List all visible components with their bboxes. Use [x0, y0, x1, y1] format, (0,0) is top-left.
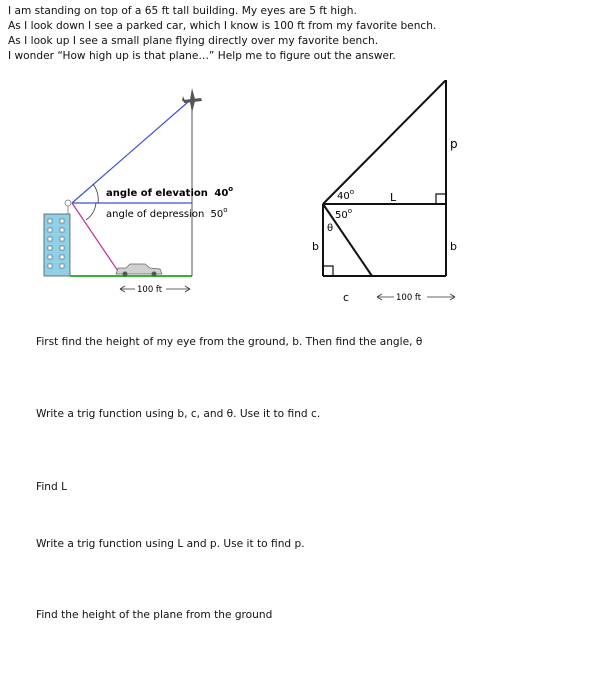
prompt-find-b-theta: First find the height of my eye from the ground, b. Then find the angle, θ — [36, 336, 423, 348]
b-right-label: b — [450, 240, 457, 253]
prompt-trig-c: Write a trig function using b, c, and θ. Use it to find c. — [36, 408, 321, 420]
distance-label: 100 ft — [137, 285, 163, 295]
intro-line: I am standing on top of a 65 ft tall building. My eyes are 5 ft high. — [8, 5, 357, 17]
p-label: p — [450, 137, 458, 151]
scenario-figure — [0, 80, 300, 310]
plane-icon — [182, 88, 202, 113]
person-icon — [65, 200, 71, 214]
distance-marker — [377, 293, 455, 303]
intro-line: As I look down I see a parked car, which I know is 100 ft from my favorite bench. — [8, 20, 437, 32]
intro-line: As I look up I see a small plane flying directly over my favorite bench. — [8, 35, 379, 47]
car-icon — [116, 264, 162, 277]
intro-line: I wonder “How high up is that plane…” Help me to figure out the answer. — [8, 50, 396, 62]
elevation-arc — [93, 184, 98, 203]
L-label: L — [390, 191, 397, 204]
angle-40-label: 40$^o$ — [337, 188, 355, 202]
prompt-plane-height: Find the height of the plane from the ground — [36, 609, 273, 621]
distance-label: 100 ft — [396, 293, 422, 303]
triangle-diagram — [300, 80, 480, 310]
problem-statement — [8, 4, 604, 64]
b-left-label: b — [312, 240, 319, 253]
theta-label: θ — [327, 223, 334, 234]
distance-marker — [120, 285, 190, 295]
elevation-label: angle of elevation 40$^o$ — [106, 185, 234, 199]
c-label: c — [343, 291, 350, 304]
building-icon — [44, 214, 70, 276]
depression-label: angle of depression 50$^o$ — [106, 206, 228, 220]
angle-50-label: 50$^o$ — [335, 207, 353, 221]
depression-arc — [86, 203, 96, 220]
prompt-find-L: Find L — [36, 481, 67, 493]
prompt-trig-p: Write a trig function using L and p. Use it to find p. — [36, 538, 305, 550]
